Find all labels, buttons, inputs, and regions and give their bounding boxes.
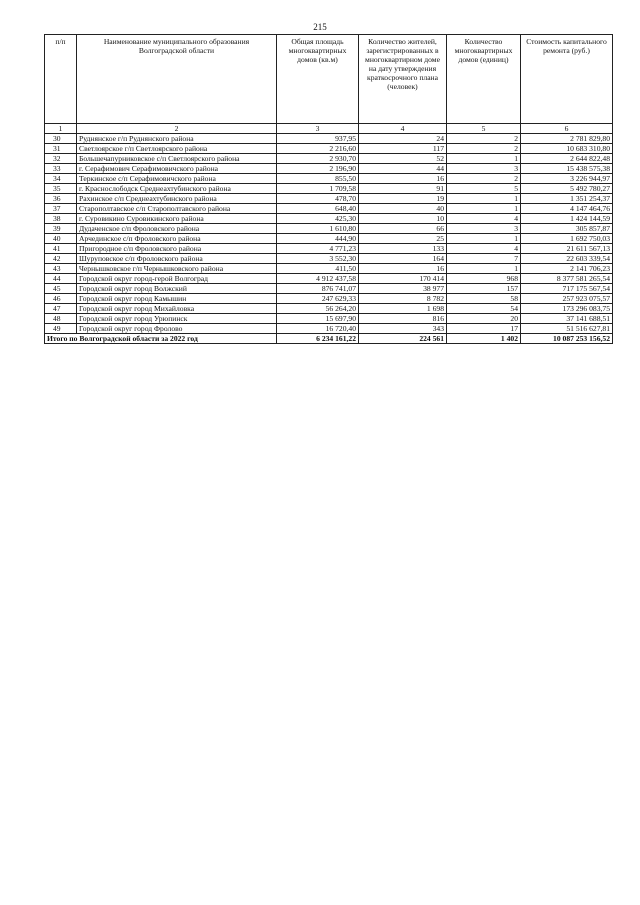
houses-value: 1 [447,154,521,164]
municipality-name: Чернышковское г/п Чернышковского района [77,264,277,274]
houses-value: 4 [447,244,521,254]
municipality-name: Старополтавское с/п Старополтавского района [77,204,277,214]
row-number: 35 [45,184,77,194]
cost-value: 4 147 464,76 [521,204,613,214]
cost-value: 1 424 144,59 [521,214,613,224]
houses-value: 58 [447,294,521,304]
table-row [45,174,613,184]
municipality-name: г. Суровикино Суровикинского района [77,214,277,224]
header-cell: Количество многоквартирных домов (единиц) [447,35,521,124]
table-row [45,234,613,244]
area-value: 3 552,30 [277,254,359,264]
cost-value: 2 141 706,23 [521,264,613,274]
cost-value: 37 141 688,51 [521,314,613,324]
cost-value: 305 857,87 [521,224,613,234]
residents-value: 16 [359,264,447,274]
residents-value: 16 [359,174,447,184]
row-number: 33 [45,164,77,174]
header-cell: Наименование муниципального образования Волгоградской области [77,35,277,124]
cost-value: 1 692 750,03 [521,234,613,244]
table-row [45,294,613,304]
residents-value: 164 [359,254,447,264]
row-number: 45 [45,284,77,294]
area-value: 444,90 [277,234,359,244]
row-number: 37 [45,204,77,214]
row-number: 47 [45,304,77,314]
area-value: 2 216,60 [277,144,359,154]
municipality-name: г. Краснослободск Среднеахтубинского района [77,184,277,194]
area-value: 16 720,40 [277,324,359,334]
row-number: 44 [45,274,77,284]
total-residents: 224 561 [359,334,447,344]
area-value: 411,50 [277,264,359,274]
residents-value: 52 [359,154,447,164]
houses-value: 17 [447,324,521,334]
municipality-name: Светлоярское г/п Светлоярского района [77,144,277,154]
area-value: 56 264,20 [277,304,359,314]
area-value: 876 741,07 [277,284,359,294]
column-number: 1 [45,124,77,134]
page-number: 215 [313,22,327,32]
area-value: 2 196,90 [277,164,359,174]
table-row [45,254,613,264]
area-value: 1 610,80 [277,224,359,234]
residents-value: 25 [359,234,447,244]
houses-value: 968 [447,274,521,284]
area-value: 478,70 [277,194,359,204]
table-row [45,214,613,224]
area-value: 15 697,90 [277,314,359,324]
municipality-name: Теркинское с/п Серафимовичского района [77,174,277,184]
table-row [45,244,613,254]
residents-value: 19 [359,194,447,204]
table-row [45,274,613,284]
municipality-name: Городской округ город Фролово [77,324,277,334]
houses-value: 1 [447,194,521,204]
municipality-name: Большечапурниковское с/п Светлоярского района [77,154,277,164]
row-number: 42 [45,254,77,264]
area-value: 4 912 437,58 [277,274,359,284]
row-number: 49 [45,324,77,334]
houses-value: 2 [447,134,521,144]
column-number: 5 [447,124,521,134]
cost-value: 10 683 310,80 [521,144,613,154]
houses-value: 5 [447,184,521,194]
houses-value: 2 [447,144,521,154]
houses-value: 1 [447,234,521,244]
row-number: 43 [45,264,77,274]
header-cell: Общая площадь многоквартирных домов (кв.м) [277,35,359,124]
row-number: 34 [45,174,77,184]
municipality-name: Руднянское г/п Руднянского района [77,134,277,144]
table-row [45,204,613,214]
table-row [45,194,613,204]
residents-value: 343 [359,324,447,334]
residents-value: 816 [359,314,447,324]
row-number: 46 [45,294,77,304]
area-value: 2 930,70 [277,154,359,164]
table-row [45,184,613,194]
houses-value: 2 [447,174,521,184]
residents-value: 91 [359,184,447,194]
residents-value: 24 [359,134,447,144]
houses-value: 4 [447,214,521,224]
houses-value: 3 [447,164,521,174]
cost-value: 15 438 575,38 [521,164,613,174]
row-number: 32 [45,154,77,164]
capital-repair-table [44,34,613,344]
header-cell: п/п [45,35,77,124]
cost-value: 257 923 075,57 [521,294,613,304]
residents-value: 117 [359,144,447,154]
column-number: 3 [277,124,359,134]
table-row [45,154,613,164]
cost-value: 8 377 581 265,54 [521,274,613,284]
header-cell: Количество жителей, зарегистрированных в многоквартирном доме на дату утверждения краткосрочного плана (человек) [359,35,447,124]
table-row [45,324,613,334]
column-number: 4 [359,124,447,134]
municipality-name: Городской округ город Камышин [77,294,277,304]
header-row [45,35,613,124]
houses-value: 1 [447,264,521,274]
municipality-name: Городской округ город Урюпинск [77,314,277,324]
area-value: 855,50 [277,174,359,184]
houses-value: 157 [447,284,521,294]
cost-value: 717 175 567,54 [521,284,613,294]
total-area: 6 234 161,22 [277,334,359,344]
municipality-name: Городской округ город Волжский [77,284,277,294]
header-cell: Стоимость капитального ремонта (руб.) [521,35,613,124]
cost-value: 22 603 339,54 [521,254,613,264]
cost-value: 21 611 567,13 [521,244,613,254]
residents-value: 8 782 [359,294,447,304]
residents-value: 38 977 [359,284,447,294]
column-number: 6 [521,124,613,134]
area-value: 4 771,23 [277,244,359,254]
area-value: 648,40 [277,204,359,214]
table-row [45,264,613,274]
cost-value: 2 781 829,80 [521,134,613,144]
table-row [45,304,613,314]
municipality-name: Пригородное с/п Фроловского района [77,244,277,254]
cost-value: 173 296 083,75 [521,304,613,314]
total-cost: 10 087 253 156,52 [521,334,613,344]
residents-value: 133 [359,244,447,254]
column-number-row [45,124,613,134]
row-number: 31 [45,144,77,154]
municipality-name: Городской округ город-герой Волгоград [77,274,277,284]
table-row [45,224,613,234]
residents-value: 44 [359,164,447,174]
municipality-name: Городской округ город Михайловка [77,304,277,314]
area-value: 425,30 [277,214,359,224]
cost-value: 2 644 822,48 [521,154,613,164]
table-row [45,284,613,294]
total-houses: 1 402 [447,334,521,344]
residents-value: 10 [359,214,447,224]
row-number: 39 [45,224,77,234]
cost-value: 1 351 254,37 [521,194,613,204]
residents-value: 40 [359,204,447,214]
row-number: 38 [45,214,77,224]
total-label: Итого по Волгоградской области за 2022 год [45,334,277,344]
cost-value: 51 516 627,81 [521,324,613,334]
row-number: 30 [45,134,77,144]
column-number: 2 [77,124,277,134]
table-row [45,164,613,174]
municipality-name: г. Серафимович Серафимовичского района [77,164,277,174]
row-number: 36 [45,194,77,204]
municipality-name: Шуруповское с/п Фроловского района [77,254,277,264]
table-row [45,314,613,324]
houses-value: 54 [447,304,521,314]
row-number: 40 [45,234,77,244]
area-value: 247 629,33 [277,294,359,304]
residents-value: 66 [359,224,447,234]
area-value: 1 709,58 [277,184,359,194]
houses-value: 3 [447,224,521,234]
residents-value: 1 698 [359,304,447,314]
municipality-name: Арчединское с/п Фроловского района [77,234,277,244]
residents-value: 170 414 [359,274,447,284]
row-number: 48 [45,314,77,324]
area-value: 937,95 [277,134,359,144]
row-number: 41 [45,244,77,254]
cost-value: 5 492 780,27 [521,184,613,194]
municipality-name: Рахинское с/п Среднеахтубинского района [77,194,277,204]
table-row [45,134,613,144]
cost-value: 3 226 944,97 [521,174,613,184]
municipality-name: Дудаченское с/п Фроловского района [77,224,277,234]
total-row [45,334,613,344]
table-row [45,144,613,154]
houses-value: 20 [447,314,521,324]
houses-value: 7 [447,254,521,264]
houses-value: 1 [447,204,521,214]
